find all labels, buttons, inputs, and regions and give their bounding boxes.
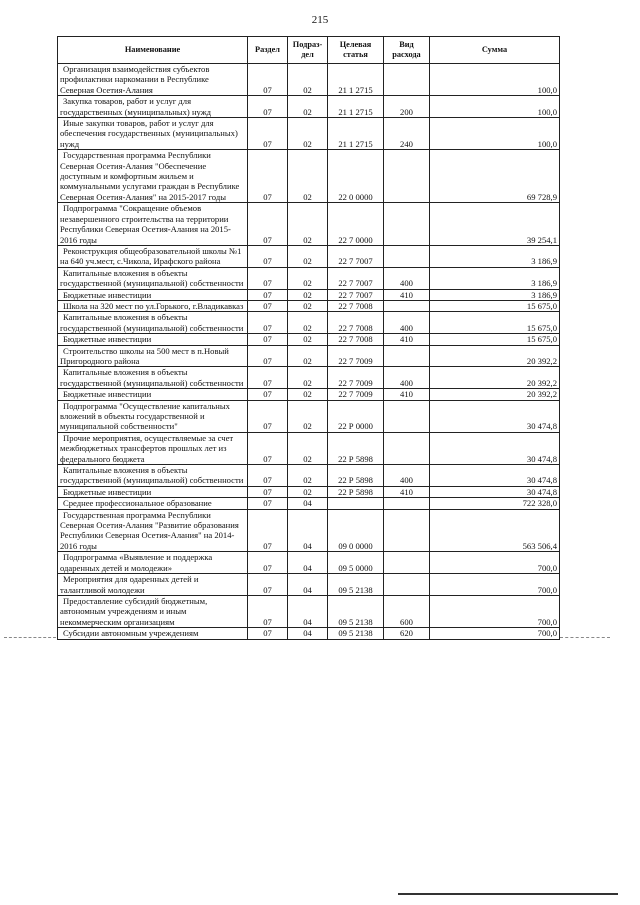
cell-target: 22 7 7009 bbox=[328, 345, 384, 367]
cell-section: 07 bbox=[248, 312, 288, 334]
table-row bbox=[58, 552, 560, 574]
cell-name: Закупка товаров, работ и услуг для государственных (муниципальных) нужд bbox=[58, 96, 248, 118]
cell-expense-type bbox=[384, 203, 430, 246]
cell-target: 09 0 0000 bbox=[328, 509, 384, 552]
cell-target: 21 1 2715 bbox=[328, 118, 384, 150]
table-row bbox=[58, 389, 560, 400]
cell-section: 07 bbox=[248, 345, 288, 367]
cell-section: 07 bbox=[248, 150, 288, 203]
table-row bbox=[58, 345, 560, 367]
table-header-row bbox=[58, 37, 560, 64]
cell-target bbox=[328, 498, 384, 509]
cell-expense-type bbox=[384, 245, 430, 267]
cell-expense-type: 400 bbox=[384, 267, 430, 289]
cell-subsection: 04 bbox=[288, 509, 328, 552]
cell-subsection: 02 bbox=[288, 345, 328, 367]
cell-expense-type bbox=[384, 509, 430, 552]
cell-amount: 700,0 bbox=[430, 628, 560, 639]
cell-expense-type: 400 bbox=[384, 367, 430, 389]
cell-name: Иные закупки товаров, работ и услуг для обеспечения государственных (муниципальных) нужд bbox=[58, 118, 248, 150]
table-row bbox=[58, 96, 560, 118]
cell-name: Капитальные вложения в объекты государственной (муниципальной) собственности bbox=[58, 367, 248, 389]
cell-section: 07 bbox=[248, 367, 288, 389]
cell-subsection: 02 bbox=[288, 118, 328, 150]
cell-amount: 39 254,1 bbox=[430, 203, 560, 246]
cell-target: 21 1 2715 bbox=[328, 64, 384, 96]
cell-amount: 700,0 bbox=[430, 574, 560, 596]
cell-subsection: 02 bbox=[288, 289, 328, 300]
cell-section: 07 bbox=[248, 498, 288, 509]
table-row bbox=[58, 595, 560, 627]
table-row bbox=[58, 628, 560, 639]
cell-target: 09 5 0000 bbox=[328, 552, 384, 574]
cell-target: 22 0 0000 bbox=[328, 150, 384, 203]
cell-target: 09 5 2138 bbox=[328, 595, 384, 627]
cell-expense-type bbox=[384, 300, 430, 311]
cell-expense-type bbox=[384, 552, 430, 574]
cell-name: Подпрограмма «Выявление и поддержка одаренных детей и молодежи» bbox=[58, 552, 248, 574]
cell-name: Бюджетные инвестиции bbox=[58, 334, 248, 345]
cell-section: 07 bbox=[248, 334, 288, 345]
cell-target: 22 7 7007 bbox=[328, 267, 384, 289]
cell-name: Предоставление субсидий бюджетным, автономным учреждениям и иным некоммерческим организациям bbox=[58, 595, 248, 627]
cell-name: Мероприятия для одаренных детей и талантливой молодежи bbox=[58, 574, 248, 596]
cell-amount: 100,0 bbox=[430, 118, 560, 150]
cell-subsection: 04 bbox=[288, 552, 328, 574]
table-row bbox=[58, 267, 560, 289]
cell-name: Бюджетные инвестиции bbox=[58, 389, 248, 400]
cell-subsection: 02 bbox=[288, 400, 328, 432]
cell-amount: 20 392,2 bbox=[430, 389, 560, 400]
cell-name: Школа на 320 мест по ул.Горького, г.Владикавказ bbox=[58, 300, 248, 311]
cell-target: 21 1 2715 bbox=[328, 96, 384, 118]
cell-target: 22 Р 5898 bbox=[328, 432, 384, 464]
cell-section: 07 bbox=[248, 245, 288, 267]
cell-section: 07 bbox=[248, 432, 288, 464]
cell-name: Бюджетные инвестиции bbox=[58, 486, 248, 497]
cell-target: 22 7 0000 bbox=[328, 203, 384, 246]
cell-section: 07 bbox=[248, 289, 288, 300]
cell-amount: 3 186,9 bbox=[430, 267, 560, 289]
cell-amount: 100,0 bbox=[430, 64, 560, 96]
cell-amount: 15 675,0 bbox=[430, 300, 560, 311]
cell-section: 07 bbox=[248, 465, 288, 487]
cell-subsection: 02 bbox=[288, 432, 328, 464]
cell-target: 22 Р 5898 bbox=[328, 465, 384, 487]
table-row bbox=[58, 498, 560, 509]
cell-target: 22 7 7007 bbox=[328, 289, 384, 300]
cell-section: 07 bbox=[248, 552, 288, 574]
cell-expense-type bbox=[384, 574, 430, 596]
cell-subsection: 04 bbox=[288, 498, 328, 509]
cell-subsection: 04 bbox=[288, 628, 328, 639]
cell-name: Реконструкция общеобразовательной школы №1 на 640 уч.мест, с.Чикола, Ирафского района bbox=[58, 245, 248, 267]
header-amount: Сумма bbox=[430, 37, 560, 64]
page-number: 215 bbox=[311, 14, 329, 26]
cell-expense-type: 410 bbox=[384, 486, 430, 497]
cell-expense-type bbox=[384, 150, 430, 203]
cell-subsection: 02 bbox=[288, 267, 328, 289]
cell-amount: 20 392,2 bbox=[430, 367, 560, 389]
cell-amount: 100,0 bbox=[430, 96, 560, 118]
cell-target: 22 7 7008 bbox=[328, 300, 384, 311]
header-subsection: Подраз-дел bbox=[288, 37, 328, 64]
cell-amount: 15 675,0 bbox=[430, 334, 560, 345]
cell-expense-type: 400 bbox=[384, 465, 430, 487]
cell-subsection: 02 bbox=[288, 334, 328, 345]
cell-name: Среднее профессиональное образование bbox=[58, 498, 248, 509]
cell-subsection: 02 bbox=[288, 203, 328, 246]
cell-subsection: 02 bbox=[288, 96, 328, 118]
table-row bbox=[58, 486, 560, 497]
cell-amount: 700,0 bbox=[430, 595, 560, 627]
cell-target: 22 7 7009 bbox=[328, 367, 384, 389]
cell-section: 07 bbox=[248, 389, 288, 400]
cell-target: 22 7 7009 bbox=[328, 389, 384, 400]
table-row bbox=[58, 574, 560, 596]
footer-rule bbox=[398, 893, 618, 895]
header-section: Раздел bbox=[248, 37, 288, 64]
cell-amount: 30 474,8 bbox=[430, 465, 560, 487]
header-expense-type: Вид расхода bbox=[384, 37, 430, 64]
cell-section: 07 bbox=[248, 203, 288, 246]
cell-section: 07 bbox=[248, 628, 288, 639]
cell-subsection: 02 bbox=[288, 465, 328, 487]
cell-expense-type: 410 bbox=[384, 389, 430, 400]
budget-table bbox=[57, 36, 560, 640]
cell-expense-type bbox=[384, 498, 430, 509]
scan-dash-line bbox=[560, 637, 610, 638]
cell-subsection: 02 bbox=[288, 245, 328, 267]
cell-name: Капитальные вложения в объекты государственной (муниципальной) собственности bbox=[58, 267, 248, 289]
cell-name: Подпрограмма "Сокращение объемов незавершенного строительства на территории Республики Северная Осетия-Алания на 2015-2016 годы bbox=[58, 203, 248, 246]
table-row bbox=[58, 245, 560, 267]
cell-subsection: 02 bbox=[288, 486, 328, 497]
cell-section: 07 bbox=[248, 96, 288, 118]
header-name: Наименование bbox=[58, 37, 248, 64]
table-row bbox=[58, 312, 560, 334]
cell-amount: 15 675,0 bbox=[430, 312, 560, 334]
table-row bbox=[58, 150, 560, 203]
cell-name: Прочие мероприятия, осуществляемые за счет межбюджетных трансфертов прошлых лет из федерального бюджета bbox=[58, 432, 248, 464]
cell-subsection: 04 bbox=[288, 574, 328, 596]
cell-name: Капитальные вложения в объекты государственной (муниципальной) собственности bbox=[58, 312, 248, 334]
cell-section: 07 bbox=[248, 574, 288, 596]
cell-amount: 69 728,9 bbox=[430, 150, 560, 203]
cell-subsection: 04 bbox=[288, 595, 328, 627]
table-row bbox=[58, 432, 560, 464]
table-row bbox=[58, 289, 560, 300]
cell-name: Капитальные вложения в объекты государственной (муниципальной) собственности bbox=[58, 465, 248, 487]
cell-target: 22 7 7007 bbox=[328, 245, 384, 267]
cell-section: 07 bbox=[248, 486, 288, 497]
cell-expense-type: 600 bbox=[384, 595, 430, 627]
cell-name: Бюджетные инвестиции bbox=[58, 289, 248, 300]
cell-expense-type: 620 bbox=[384, 628, 430, 639]
cell-subsection: 02 bbox=[288, 367, 328, 389]
header-target: Целевая статья bbox=[328, 37, 384, 64]
scan-dash-line bbox=[4, 637, 56, 638]
cell-subsection: 02 bbox=[288, 312, 328, 334]
cell-section: 07 bbox=[248, 509, 288, 552]
cell-section: 07 bbox=[248, 64, 288, 96]
table-row bbox=[58, 334, 560, 345]
cell-subsection: 02 bbox=[288, 300, 328, 311]
cell-name: Субсидии автономным учреждениям bbox=[58, 628, 248, 639]
cell-expense-type bbox=[384, 345, 430, 367]
cell-amount: 3 186,9 bbox=[430, 245, 560, 267]
cell-target: 22 7 7008 bbox=[328, 312, 384, 334]
cell-expense-type bbox=[384, 400, 430, 432]
cell-expense-type bbox=[384, 432, 430, 464]
cell-expense-type bbox=[384, 64, 430, 96]
cell-name: Организация взаимодействия субъектов профилактики наркомании в Республике Северная Осетия-Алания bbox=[58, 64, 248, 96]
table-row bbox=[58, 203, 560, 246]
cell-name: Государственная программа Республики Северная Осетия-Алания "Развитие образования Республики Северная Осетия-Алания" на 2014-2016 годы bbox=[58, 509, 248, 552]
cell-expense-type: 410 bbox=[384, 289, 430, 300]
table-row bbox=[58, 300, 560, 311]
cell-section: 07 bbox=[248, 118, 288, 150]
cell-section: 07 bbox=[248, 400, 288, 432]
cell-name: Государственная программа Республики Северная Осетия-Алания "Обеспечение доступным и комфортным жильем и коммунальными услугами граждан в Республике Северная Осетия-Алания" на 2015-2017 годы bbox=[58, 150, 248, 203]
cell-subsection: 02 bbox=[288, 64, 328, 96]
cell-target: 22 7 7008 bbox=[328, 334, 384, 345]
cell-amount: 20 392,2 bbox=[430, 345, 560, 367]
cell-amount: 3 186,9 bbox=[430, 289, 560, 300]
table-row bbox=[58, 509, 560, 552]
cell-subsection: 02 bbox=[288, 389, 328, 400]
table-row bbox=[58, 64, 560, 96]
cell-section: 07 bbox=[248, 267, 288, 289]
table-row bbox=[58, 465, 560, 487]
cell-subsection: 02 bbox=[288, 150, 328, 203]
cell-name: Подпрограмма "Осуществление капитальных вложений в объекты государственной и муниципальной собственности" bbox=[58, 400, 248, 432]
table-row bbox=[58, 367, 560, 389]
table-row bbox=[58, 118, 560, 150]
cell-target: 22 Р 0000 bbox=[328, 400, 384, 432]
cell-target: 09 5 2138 bbox=[328, 574, 384, 596]
cell-target: 09 5 2138 bbox=[328, 628, 384, 639]
cell-amount: 563 506,4 bbox=[430, 509, 560, 552]
cell-amount: 30 474,8 bbox=[430, 432, 560, 464]
cell-amount: 30 474,8 bbox=[430, 400, 560, 432]
cell-section: 07 bbox=[248, 595, 288, 627]
cell-expense-type: 240 bbox=[384, 118, 430, 150]
cell-target: 22 Р 5898 bbox=[328, 486, 384, 497]
cell-name: Строительство школы на 500 мест в п.Новый Пригородного района bbox=[58, 345, 248, 367]
cell-expense-type: 200 bbox=[384, 96, 430, 118]
cell-section: 07 bbox=[248, 300, 288, 311]
cell-amount: 30 474,8 bbox=[430, 486, 560, 497]
table-row bbox=[58, 400, 560, 432]
cell-amount: 722 328,0 bbox=[430, 498, 560, 509]
cell-expense-type: 400 bbox=[384, 312, 430, 334]
cell-expense-type: 410 bbox=[384, 334, 430, 345]
cell-amount: 700,0 bbox=[430, 552, 560, 574]
